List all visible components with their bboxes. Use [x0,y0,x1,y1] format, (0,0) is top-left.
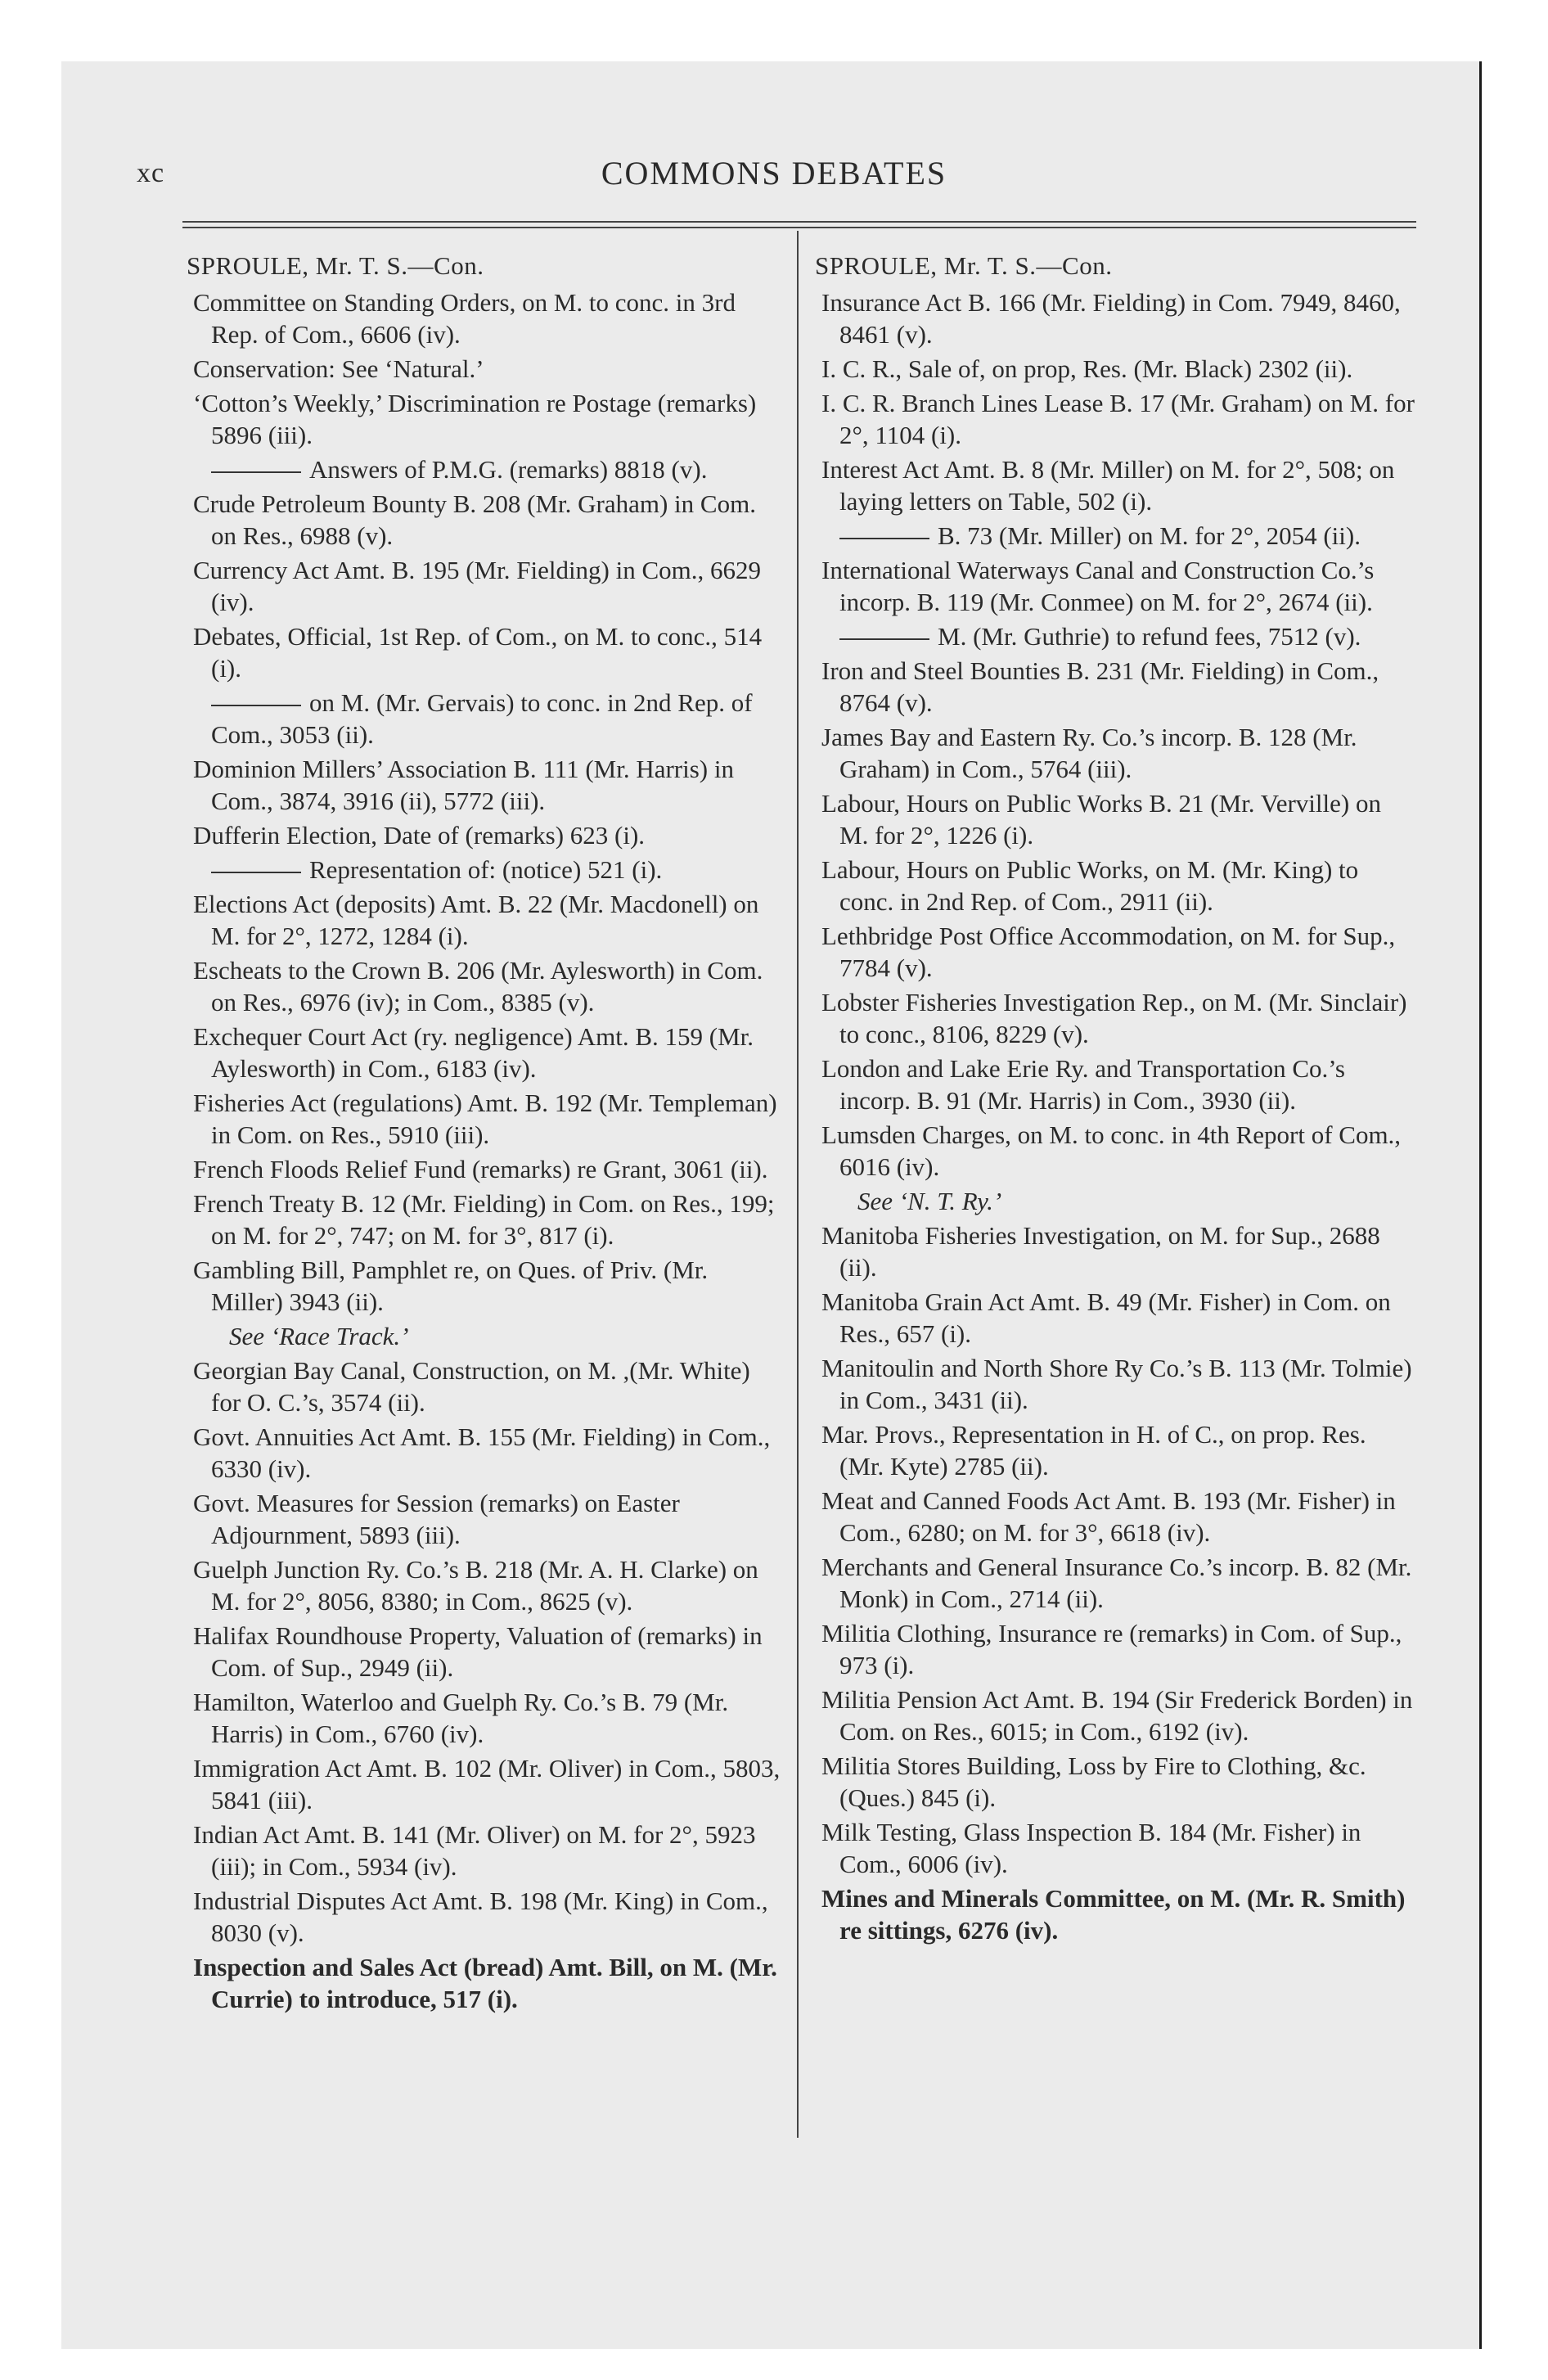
entry-text: Labour, Hours on Public Works, on M. (Mr. King) to conc. in 2nd Rep. of Com., 2911 (ii). [821,855,1359,916]
left-index-entry [187,854,784,886]
left-index-entry [187,954,784,1018]
left-index-entry [187,1021,784,1084]
header-rule-top [182,221,1416,223]
entry-text: Currency Act Amt. B. 195 (Mr. Fielding) in Com., 6629 (iv). [193,556,762,616]
right-index-entry [815,1485,1416,1548]
left-index-entry [187,888,784,952]
entry-text: Militia Pension Act Amt. B. 194 (Sir Frederick Borden) in Com. on Res., 6015; in Com., 6192 (iv). [821,1685,1413,1746]
entry-text: Elections Act (deposits) Amt. B. 22 (Mr. Macdonell) on M. for 2°, 1272, 1284 (i). [193,890,759,950]
entry-text: Militia Clothing, Insurance re (remarks) in Com. of Sup., 973 (i). [821,1619,1402,1679]
ditto-dash [211,872,301,873]
left-index-entry [187,1421,784,1485]
right-index-entry [815,1053,1416,1116]
left-index-entry [187,1087,784,1151]
entry-text: Manitoba Fisheries Investigation, on M. for Sup., 2688 (ii). [821,1221,1380,1282]
left-column-heading: SPROULE, Mr. T. S.—Con. [187,251,484,280]
right-index-entry [815,1551,1416,1615]
entry-text: Manitoulin and North Shore Ry Co.’s B. 113 (Mr. Tolmie) in Com., 3431 (ii). [821,1354,1412,1414]
right-index-entry [815,520,1416,552]
left-index-entry [187,1752,784,1816]
right-index-entry [815,1219,1416,1283]
entry-text: Fisheries Act (regulations) Amt. B. 192 (Mr. Templeman) in Com. on Res., 5910 (iii). [193,1089,777,1149]
left-index-entry [187,1254,784,1318]
entry-text: Milk Testing, Glass Inspection B. 184 (Mr. Fisher) in Com., 6006 (iv). [821,1818,1361,1878]
entry-text: Govt. Measures for Session (remarks) on Easter Adjournment, 5893 (iii). [193,1489,680,1549]
right-index-entry [815,1352,1416,1416]
right-index-entry [815,1119,1416,1183]
left-index-entry [187,453,784,485]
left-index-entry [187,687,784,751]
entry-text: Govt. Annuities Act Amt. B. 155 (Mr. Fielding) in Com., 6330 (iv). [193,1422,771,1483]
entry-text: Dufferin Election, Date of (remarks) 623 (i). [193,821,646,850]
left-index-entry [187,488,784,552]
entry-text: on M. (Mr. Gervais) to conc. in 2nd Rep. of Com., 3053 (ii). [211,688,753,749]
left-index-entry [187,753,784,817]
entry-text: James Bay and Eastern Ry. Co.’s incorp. B. 128 (Mr. Graham) in Com., 5764 (iii). [821,723,1357,783]
ditto-dash [211,705,301,706]
page-number: xc [137,158,165,188]
right-index-entry [815,986,1416,1050]
entry-text: Iron and Steel Bounties B. 231 (Mr. Fielding) in Com., 8764 (v). [821,656,1379,717]
entry-text: Hamilton, Waterloo and Guelph Ry. Co.’s B. 79 (Mr. Harris) in Com., 6760 (iv). [193,1688,729,1748]
entry-text: ‘Cotton’s Weekly,’ Discrimination re Postage (remarks) 5896 (iii). [193,389,757,449]
left-index-entry [187,286,784,350]
left-index-entry [187,1686,784,1750]
entry-text: French Treaty B. 12 (Mr. Fielding) in Com. on Res., 199; on M. for 2°, 747; on M. for 3°, 817 (i). [193,1189,775,1250]
entry-text: Indian Act Amt. B. 141 (Mr. Oliver) on M. for 2°, 5923 (iii); in Com., 5934 (iv). [193,1820,756,1881]
right-index-entry [815,453,1416,517]
left-index-entry [187,620,784,684]
left-index-entry [187,554,784,618]
entry-text: Dominion Millers’ Association B. 111 (Mr. Harris) in Com., 3874, 3916 (ii), 5772 (iii). [193,755,734,815]
right-column-heading: SPROULE, Mr. T. S.—Con. [815,251,1113,280]
entry-text: Guelph Junction Ry. Co.’s B. 218 (Mr. A. H. Clarke) on M. for 2°, 8056, 8380; in Com., 8625 (v). [193,1555,758,1616]
right-index-entry [815,920,1416,984]
entry-text: See ‘N. T. Ry.’ [857,1187,1002,1215]
right-index-entry [815,1418,1416,1482]
ditto-dash [211,471,301,473]
header-rule-bottom [182,227,1416,228]
right-index-entry [815,1617,1416,1681]
ditto-dash [839,538,929,539]
entry-text: Inspection and Sales Act (bread) Amt. Bill, on M. (Mr. Currie) to introduce, 517 (i). [193,1953,777,2013]
right-index-entry [815,1750,1416,1814]
entry-text: Militia Stores Building, Loss by Fire to Clothing, &c. (Ques.) 845 (i). [821,1751,1366,1812]
entry-text: Escheats to the Crown B. 206 (Mr. Aylesworth) in Com. on Res., 6976 (iv); in Com., 8385 (v). [193,956,763,1016]
page-edge-shadow [1479,61,1482,2349]
entry-text: I. C. R. Branch Lines Lease B. 17 (Mr. Graham) on M. for 2°, 1104 (i). [821,389,1415,449]
left-index-entry [187,353,784,385]
entry-text: Debates, Official, 1st Rep. of Com., on M. to conc., 514 (i). [193,622,763,683]
entry-text: Interest Act Amt. B. 8 (Mr. Miller) on M. for 2°, 508; on laying letters on Table, 502 (i). [821,455,1395,516]
left-index-entry [187,387,784,451]
entry-text: B. 73 (Mr. Miller) on M. for 2°, 2054 (ii). [938,521,1361,550]
entry-text: Georgian Bay Canal, Construction, on M. ,(Mr. White) for O. C.’s, 3574 (ii). [193,1356,750,1417]
right-index-entry [815,854,1416,917]
entry-text: Lobster Fisheries Investigation Rep., on M. (Mr. Sinclair) to conc., 8106, 8229 (v). [821,988,1407,1048]
entry-text: Immigration Act Amt. B. 102 (Mr. Oliver) in Com., 5803, 5841 (iii). [193,1754,781,1814]
left-entry-list [187,286,784,2015]
left-index-entry [187,1355,784,1418]
entry-text: M. (Mr. Guthrie) to refund fees, 7512 (v). [938,622,1361,651]
entry-text: Industrial Disputes Act Amt. B. 198 (Mr. King) in Com., 8030 (v). [193,1886,768,1947]
entry-text: Manitoba Grain Act Amt. B. 49 (Mr. Fisher) in Com. on Res., 657 (i). [821,1287,1391,1348]
left-index-entry [187,1885,784,1949]
right-index-entry [815,1816,1416,1880]
entry-text: Lumsden Charges, on M. to conc. in 4th Report of Com., 6016 (iv). [821,1120,1402,1181]
entry-text: Lethbridge Post Office Accommodation, on M. for Sup., 7784 (v). [821,922,1396,982]
entry-text: Exchequer Court Act (ry. negligence) Amt. B. 159 (Mr. Aylesworth) in Com., 6183 (iv). [193,1022,754,1083]
ditto-dash [839,638,929,640]
left-index-entry [187,819,784,851]
running-head: COMMONS DEBATES [601,155,947,192]
right-index-entry [815,554,1416,618]
left-index-entry [187,1951,784,2015]
right-index-entry [815,787,1416,851]
right-index-entry [815,1684,1416,1747]
entry-text: Representation of: (notice) 521 (i). [309,855,663,884]
left-index-entry [187,1553,784,1617]
entry-text: Insurance Act B. 166 (Mr. Fielding) in Com. 7949, 8460, 8461 (v). [821,288,1401,349]
right-index-entry [815,721,1416,785]
entry-text: Merchants and General Insurance Co.’s incorp. B. 82 (Mr. Monk) in Com., 2714 (ii). [821,1553,1412,1613]
column-divider [797,231,799,2138]
entry-text: I. C. R., Sale of, on prop, Res. (Mr. Black) 2302 (ii). [821,354,1353,383]
right-index-entry [815,286,1416,350]
right-index-entry [815,1882,1416,1946]
right-index-entry [815,1185,1416,1217]
right-entry-list [815,286,1416,1946]
right-index-entry [815,387,1416,451]
left-index-entry [187,1188,784,1251]
entry-text: International Waterways Canal and Construction Co.’s incorp. B. 119 (Mr. Conmee) on M. for 2°, 2674 (ii). [821,556,1375,616]
left-index-entry [187,1487,784,1551]
left-index-entry [187,1153,784,1185]
right-index-entry [815,353,1416,385]
entry-text: French Floods Relief Fund (remarks) re Grant, 3061 (ii). [193,1155,768,1183]
entry-text: Committee on Standing Orders, on M. to conc. in 3rd Rep. of Com., 6606 (iv). [193,288,736,349]
left-index-entry [187,1620,784,1684]
entry-text: Gambling Bill, Pamphlet re, on Ques. of Priv. (Mr. Miller) 3943 (ii). [193,1255,709,1316]
entry-text: Meat and Canned Foods Act Amt. B. 193 (Mr. Fisher) in Com., 6280; on M. for 3°, 6618 (iv). [821,1486,1396,1547]
entry-text: Halifax Roundhouse Property, Valuation of (remarks) in Com. of Sup., 2949 (ii). [193,1621,763,1682]
right-index-entry [815,620,1416,652]
right-index-entry [815,655,1416,719]
entry-text: Mar. Provs., Representation in H. of C., on prop. Res. (Mr. Kyte) 2785 (ii). [821,1420,1366,1481]
entry-text: Crude Petroleum Bounty B. 208 (Mr. Graham) in Com. on Res., 6988 (v). [193,489,756,550]
left-index-entry [187,1320,784,1352]
right-column [815,250,1416,1949]
entry-text: Answers of P.M.G. (remarks) 8818 (v). [309,455,708,484]
left-column [187,250,784,2017]
entry-text: See ‘Race Track.’ [229,1322,409,1350]
right-index-entry [815,1286,1416,1350]
left-index-entry [187,1819,784,1882]
entry-text: Labour, Hours on Public Works B. 21 (Mr. Verville) on M. for 2°, 1226 (i). [821,789,1381,850]
entry-text: London and Lake Erie Ry. and Transportation Co.’s incorp. B. 91 (Mr. Harris) in Com., 3930 (ii). [821,1054,1345,1115]
entry-text: Conservation: See ‘Natural.’ [193,354,484,383]
entry-text: Mines and Minerals Committee, on M. (Mr. R. Smith) re sittings, 6276 (iv). [821,1884,1406,1945]
